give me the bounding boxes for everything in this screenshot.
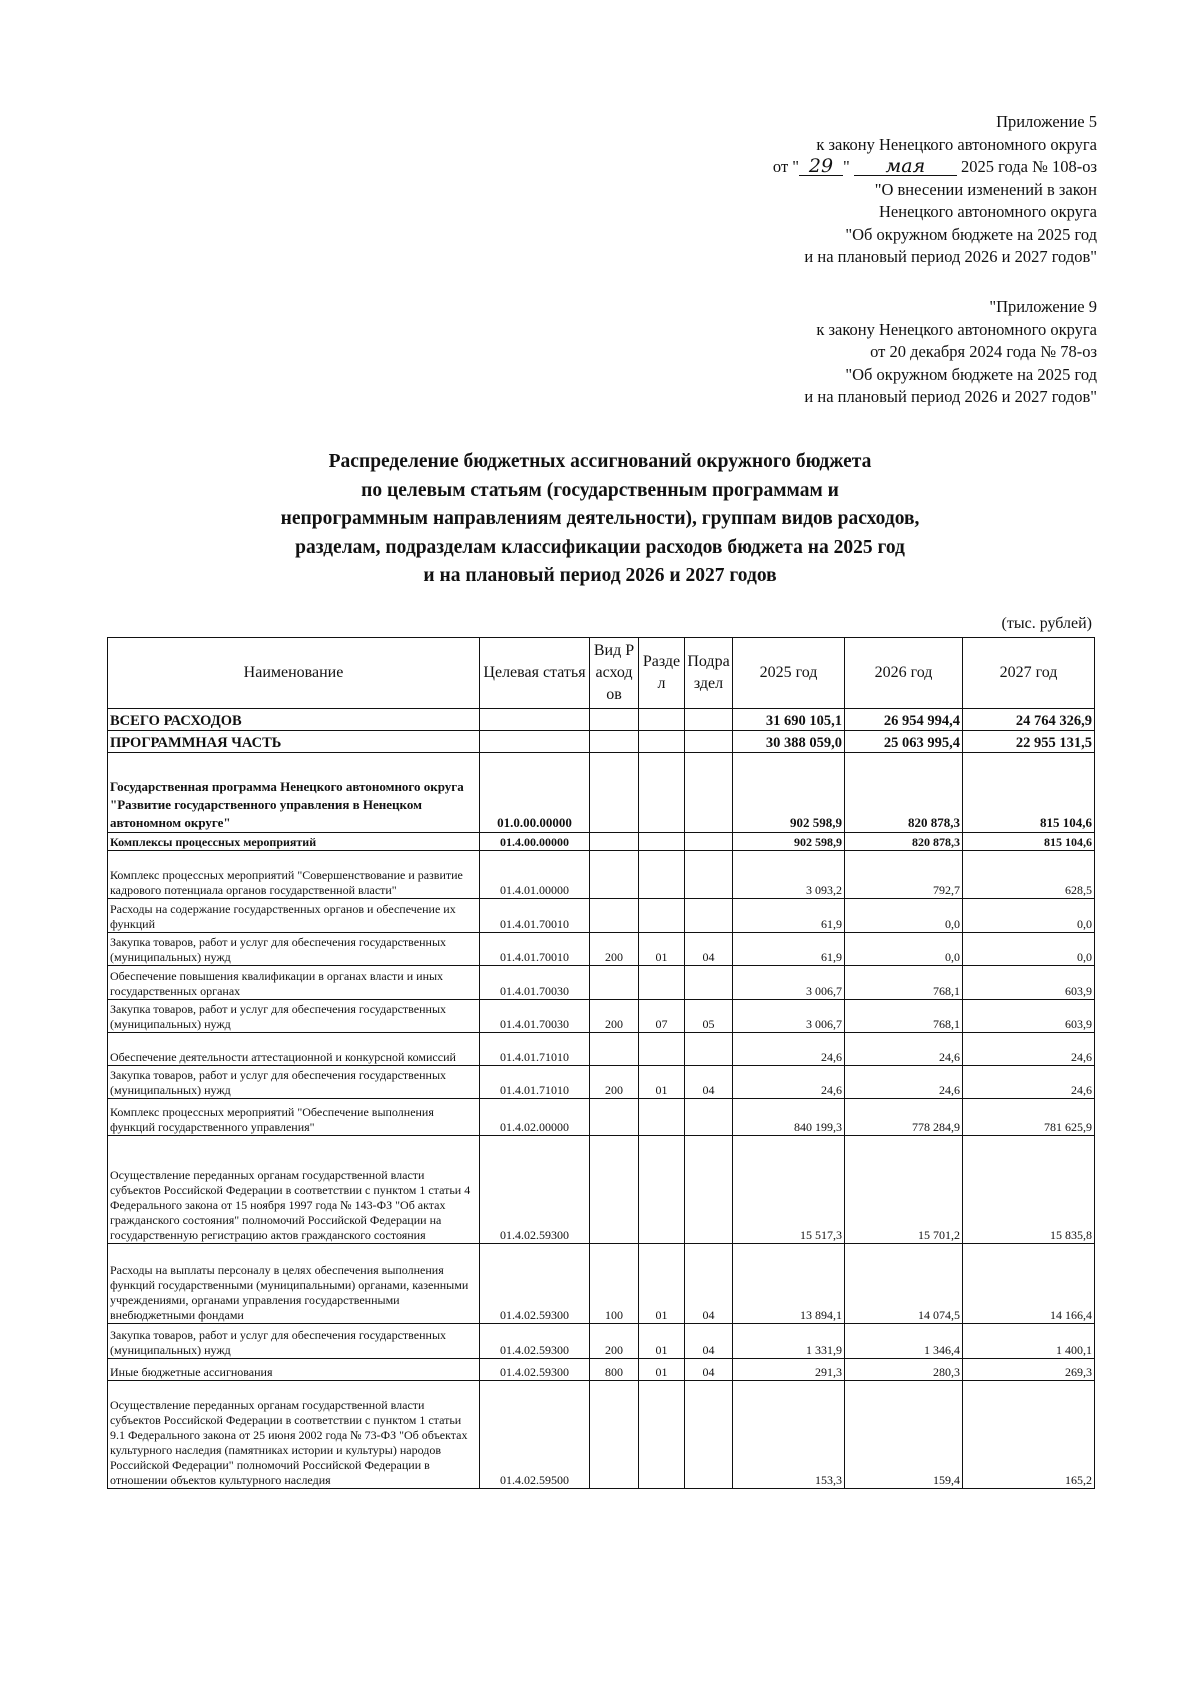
cell-expense-type: 200	[590, 1066, 639, 1099]
table-row	[108, 709, 1095, 731]
cell-2027: 24,6	[963, 1066, 1095, 1099]
cell-name: Закупка товаров, работ и услуг для обеспечения государственных (муниципальных) нужд	[108, 1066, 480, 1099]
cell-2025: 153,3	[733, 1381, 845, 1489]
cell-subsection	[685, 1033, 733, 1066]
cell-section	[639, 1136, 685, 1244]
cell-target-article	[480, 731, 590, 753]
cell-section	[639, 1099, 685, 1136]
cell-expense-type	[590, 753, 639, 833]
table-row	[108, 1033, 1095, 1066]
cell-2025: 24,6	[733, 1066, 845, 1099]
cell-name: Расходы на содержание государственных органов и обеспечение их функций	[108, 899, 480, 933]
cell-target-article: 01.4.02.00000	[480, 1099, 590, 1136]
cell-name: Осуществление переданных органам государственной власти субъектов Российской Федерации в соответствии с пунктом 1 статьи 9.1 Федерального закона от 25 июня 2002 года № 73-ФЗ "Об объектах культурного наследия (памятниках истории и культуры) народов Российской Федерации" полномочий Российской Федерации в отношении объектов культурного наследия	[108, 1381, 480, 1489]
cell-2025: 291,3	[733, 1359, 845, 1381]
cell-2025: 61,9	[733, 899, 845, 933]
header-name: Наименование	[108, 638, 480, 709]
cell-2026: 820 878,3	[845, 753, 963, 833]
header-expense-type: Вид Расходов	[590, 638, 639, 709]
cell-2027: 165,2	[963, 1381, 1095, 1489]
cell-2026: 0,0	[845, 933, 963, 966]
table-row	[108, 1381, 1095, 1489]
table-row	[108, 1359, 1095, 1381]
cell-2027: 14 166,4	[963, 1244, 1095, 1324]
cell-subsection: 04	[685, 1244, 733, 1324]
cell-2025: 902 598,9	[733, 833, 845, 851]
table-row	[108, 1000, 1095, 1033]
cell-2025: 13 894,1	[733, 1244, 845, 1324]
cell-section	[639, 731, 685, 753]
cell-2025: 61,9	[733, 933, 845, 966]
cell-subsection	[685, 1381, 733, 1489]
cell-2025: 30 388 059,0	[733, 731, 845, 753]
cell-2026: 768,1	[845, 1000, 963, 1033]
title-line: непрограммным направлениям деятельности), группам видов расходов,	[280, 508, 920, 529]
cell-expense-type	[590, 966, 639, 1000]
annex-law-reference: к закону Ненецкого автономного округа	[816, 134, 1097, 154]
cell-2027: 15 835,8	[963, 1136, 1095, 1244]
cell-2025: 3 093,2	[733, 851, 845, 899]
cell-target-article: 01.4.01.70010	[480, 899, 590, 933]
document-title	[0, 448, 1200, 591]
cell-expense-type	[590, 833, 639, 851]
cell-target-article: 01.4.02.59300	[480, 1324, 590, 1359]
cell-subsection	[685, 753, 733, 833]
cell-2026: 0,0	[845, 899, 963, 933]
table-row	[108, 1244, 1095, 1324]
handwritten-month: мая	[854, 157, 957, 176]
title-line: по целевым статьям (государственным программам и	[361, 479, 839, 501]
cell-subsection	[685, 709, 733, 731]
cell-subsection	[685, 833, 733, 851]
cell-2025: 902 598,9	[733, 753, 845, 833]
cell-expense-type	[590, 731, 639, 753]
cell-name: Закупка товаров, работ и услуг для обеспечения государственных (муниципальных) нужд	[108, 933, 480, 966]
table-row	[108, 833, 1095, 851]
cell-expense-type	[590, 899, 639, 933]
cell-2027: 781 625,9	[963, 1099, 1095, 1136]
table-row	[108, 1324, 1095, 1359]
cell-section: 01	[639, 933, 685, 966]
cell-2025: 1 331,9	[733, 1324, 845, 1359]
annex-number: Приложение 5	[996, 112, 1097, 131]
cell-name: Осуществление переданных органам государственной власти субъектов Российской Федерации в соответствии с пунктом 1 статьи 4 Федерального закона от 15 ноября 1997 года № 143-ФЗ "Об актах гражданского состояния" полномочий Российской Федерации на государственную регистрацию актов гражданского состояния	[108, 1136, 480, 1244]
cell-2027: 815 104,6	[963, 753, 1095, 833]
cell-2026: 15 701,2	[845, 1136, 963, 1244]
cell-expense-type	[590, 1033, 639, 1066]
annex-previous-law	[804, 296, 1097, 409]
cell-2026: 768,1	[845, 966, 963, 1000]
cell-2027: 815 104,6	[963, 833, 1095, 851]
cell-2027: 269,3	[963, 1359, 1095, 1381]
cell-2026: 24,6	[845, 1066, 963, 1099]
cell-2026: 792,7	[845, 851, 963, 899]
cell-target-article: 01.4.02.59500	[480, 1381, 590, 1489]
cell-target-article: 01.4.01.70010	[480, 933, 590, 966]
cell-target-article: 01.4.00.00000	[480, 833, 590, 851]
date-mid: "	[843, 157, 854, 176]
cell-subsection: 05	[685, 1000, 733, 1033]
cell-expense-type: 200	[590, 1000, 639, 1033]
cell-expense-type	[590, 851, 639, 899]
table-row	[108, 753, 1095, 833]
cell-2027: 603,9	[963, 966, 1095, 1000]
table-body	[108, 709, 1095, 1489]
cell-target-article: 01.4.01.00000	[480, 851, 590, 899]
annex-date-line	[773, 156, 1097, 179]
cell-2026: 14 074,5	[845, 1244, 963, 1324]
cell-subsection	[685, 1099, 733, 1136]
cell-2026: 1 346,4	[845, 1324, 963, 1359]
cell-expense-type: 800	[590, 1359, 639, 1381]
table-header-row	[108, 638, 1095, 709]
cell-2026: 26 954 994,4	[845, 709, 963, 731]
annex-prev-line-3: от 20 декабря 2024 года № 78-оз	[870, 342, 1097, 361]
cell-name: Комплексы процессных мероприятий	[108, 833, 480, 851]
cell-2025: 31 690 105,1	[733, 709, 845, 731]
title-line: и на плановый период 2026 и 2027 годов	[423, 565, 777, 586]
table-row	[108, 966, 1095, 1000]
cell-subsection: 04	[685, 1359, 733, 1381]
annex-line-6: "Об окружном бюджете на 2025 год	[845, 224, 1097, 244]
cell-target-article: 01.4.01.71010	[480, 1066, 590, 1099]
annex-line-4: "О внесении изменений в закон	[874, 179, 1097, 199]
table-row	[108, 1099, 1095, 1136]
cell-section	[639, 966, 685, 1000]
cell-section	[639, 833, 685, 851]
cell-2027: 628,5	[963, 851, 1095, 899]
cell-2027: 24,6	[963, 1033, 1095, 1066]
header-section: Раздел	[639, 638, 685, 709]
cell-2027: 603,9	[963, 1000, 1095, 1033]
cell-2027: 0,0	[963, 933, 1095, 966]
cell-2026: 820 878,3	[845, 833, 963, 851]
cell-section: 01	[639, 1359, 685, 1381]
cell-name: Закупка товаров, работ и услуг для обеспечения государственных (муниципальных) нужд	[108, 1324, 480, 1359]
cell-target-article: 01.4.02.59300	[480, 1359, 590, 1381]
budget-table	[107, 637, 1095, 1489]
cell-section	[639, 753, 685, 833]
cell-2025: 840 199,3	[733, 1099, 845, 1136]
cell-2025: 24,6	[733, 1033, 845, 1066]
cell-2027: 22 955 131,5	[963, 731, 1095, 753]
cell-target-article: 01.4.02.59300	[480, 1244, 590, 1324]
cell-subsection: 04	[685, 1324, 733, 1359]
cell-section	[639, 851, 685, 899]
annex-line-5: Ненецкого автономного округа	[879, 202, 1097, 221]
cell-target-article: 01.4.02.59300	[480, 1136, 590, 1244]
cell-section: 01	[639, 1244, 685, 1324]
cell-target-article: 01.0.00.00000	[480, 753, 590, 833]
header-2025: 2025 год	[733, 638, 845, 709]
table-row	[108, 851, 1095, 899]
annex-line-7: и на плановый период 2026 и 2027 годов"	[804, 247, 1097, 266]
header-subsection: Подраздел	[685, 638, 733, 709]
cell-2026: 778 284,9	[845, 1099, 963, 1136]
cell-2025: 3 006,7	[733, 1000, 845, 1033]
annex-current-law	[773, 111, 1097, 269]
cell-target-article	[480, 709, 590, 731]
date-suffix: 2025 года № 108-оз	[956, 157, 1097, 176]
table-row	[108, 899, 1095, 933]
cell-2026: 280,3	[845, 1359, 963, 1381]
cell-name: Государственная программа Ненецкого автономного округа "Развитие государственного управления в Ненецком автономном округе"	[108, 753, 480, 833]
cell-name: Закупка товаров, работ и услуг для обеспечения государственных (муниципальных) нужд	[108, 1000, 480, 1033]
cell-name: Иные бюджетные ассигнования	[108, 1359, 480, 1381]
cell-subsection	[685, 731, 733, 753]
cell-2026: 159,4	[845, 1381, 963, 1489]
cell-2025: 15 517,3	[733, 1136, 845, 1244]
cell-target-article: 01.4.01.70030	[480, 1000, 590, 1033]
cell-2027: 1 400,1	[963, 1324, 1095, 1359]
cell-expense-type: 200	[590, 933, 639, 966]
cell-subsection: 04	[685, 1066, 733, 1099]
cell-2026: 25 063 995,4	[845, 731, 963, 753]
table-row	[108, 1066, 1095, 1099]
table-row	[108, 933, 1095, 966]
cell-section: 01	[639, 1324, 685, 1359]
cell-name: Комплекс процессных мероприятий "Обеспечение выполнения функций государственного управления"	[108, 1099, 480, 1136]
cell-2027: 24 764 326,9	[963, 709, 1095, 731]
units-label: (тыс. рублей)	[1001, 615, 1092, 632]
cell-section: 07	[639, 1000, 685, 1033]
cell-section	[639, 899, 685, 933]
cell-name: ВСЕГО РАСХОДОВ	[108, 709, 480, 731]
annex-prev-line-5: и на плановый период 2026 и 2027 годов"	[804, 387, 1097, 406]
cell-subsection: 04	[685, 933, 733, 966]
header-target-article: Целевая статья	[480, 638, 590, 709]
cell-expense-type: 200	[590, 1324, 639, 1359]
cell-section	[639, 1381, 685, 1489]
cell-section	[639, 709, 685, 731]
cell-expense-type	[590, 709, 639, 731]
handwritten-day: 29	[799, 157, 843, 176]
cell-subsection	[685, 851, 733, 899]
cell-2027: 0,0	[963, 899, 1095, 933]
cell-name: Комплекс процессных мероприятий "Совершенствование и развитие кадрового потенциала органов государственной власти"	[108, 851, 480, 899]
cell-expense-type	[590, 1381, 639, 1489]
cell-expense-type	[590, 1136, 639, 1244]
cell-subsection	[685, 966, 733, 1000]
title-line: Распределение бюджетных ассигнований окружного бюджета	[328, 451, 872, 472]
cell-expense-type: 100	[590, 1244, 639, 1324]
cell-2026: 24,6	[845, 1033, 963, 1066]
cell-name: ПРОГРАММНАЯ ЧАСТЬ	[108, 731, 480, 753]
cell-target-article: 01.4.01.71010	[480, 1033, 590, 1066]
cell-2025: 3 006,7	[733, 966, 845, 1000]
cell-section	[639, 1033, 685, 1066]
annex-prev-line-4: "Об окружном бюджете на 2025 год	[845, 364, 1097, 384]
cell-subsection	[685, 899, 733, 933]
cell-expense-type	[590, 1099, 639, 1136]
table-row	[108, 731, 1095, 753]
header-2026: 2026 год	[845, 638, 963, 709]
date-prefix: от "	[772, 157, 800, 176]
cell-name: Обеспечение деятельности аттестационной и конкурсной комиссий	[108, 1033, 480, 1066]
cell-subsection	[685, 1136, 733, 1244]
header-2027: 2027 год	[963, 638, 1095, 709]
cell-name: Обеспечение повышения квалификации в органах власти и иных государственных органах	[108, 966, 480, 1000]
annex-prev-line-2: к закону Ненецкого автономного округа	[816, 319, 1097, 339]
table-row	[108, 1136, 1095, 1244]
title-line: разделам, подразделам классификации расходов бюджета на 2025 год	[295, 536, 905, 558]
annex-prev-line-1: "Приложение 9	[989, 297, 1097, 316]
cell-target-article: 01.4.01.70030	[480, 966, 590, 1000]
cell-name: Расходы на выплаты персоналу в целях обеспечения выполнения функций государственными (муниципальными) органами, казенными учреждениями, органами управления государственными внебюджетными фондами	[108, 1244, 480, 1324]
cell-section: 01	[639, 1066, 685, 1099]
